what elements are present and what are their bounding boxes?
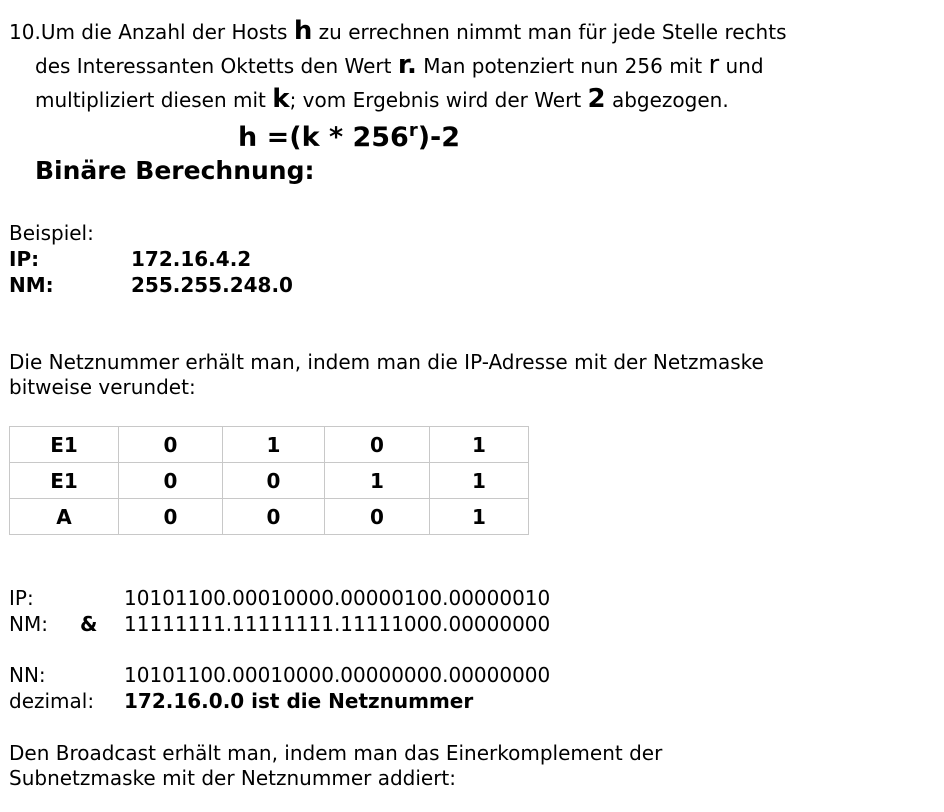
table-cell: 0 [325, 427, 430, 463]
calc-nm-bits: 11111111.11111111.11111000.00000000 [124, 612, 551, 636]
formula-right: )-2 [417, 122, 461, 153]
table-row [10, 463, 529, 499]
calc-nn-label: NN: [9, 663, 46, 687]
calc-decimal-value: 172.16.0.0 ist die Netznummer [124, 689, 474, 713]
example-ip-value: 172.16.4.2 [131, 247, 252, 271]
example-ip-label: IP: [9, 247, 40, 271]
table-cell: 1 [430, 463, 529, 499]
table-row [10, 427, 529, 463]
calc-nn-bits: 10101100.00010000.00000000.00000000 [124, 663, 551, 687]
and-operator: & [80, 612, 98, 636]
table-cell: A [10, 499, 119, 535]
calc-ip-bits: 10101100.00010000.00000100.00000010 [124, 586, 551, 610]
variable-r: r. [397, 50, 417, 80]
formula-exponent: r [408, 120, 418, 141]
calc-ip-label: IP: [9, 586, 34, 610]
text: zu errechnen nimmt man für jede Stelle rechts [312, 20, 787, 44]
text: ; vom Ergebnis wird der Wert [289, 88, 588, 112]
table-cell: 0 [325, 499, 430, 535]
text: und [719, 54, 764, 78]
value-2: 2 [587, 84, 606, 114]
formula-left: h =(k * 256 [238, 122, 409, 153]
text: Um die Anzahl der Hosts [40, 20, 294, 44]
table-cell: 1 [430, 427, 529, 463]
example-label: Beispiel: [9, 221, 94, 245]
table-cell: E1 [10, 427, 119, 463]
text: Man potenziert nun 256 mit [416, 54, 709, 78]
table-cell: 0 [119, 499, 223, 535]
table-cell: 0 [119, 427, 223, 463]
calc-nm-label: NM: [9, 612, 48, 636]
table-row [10, 499, 529, 535]
text: multipliziert diesen mit [35, 88, 273, 112]
table-cell: 0 [119, 463, 223, 499]
step-10-line-1 [9, 14, 787, 49]
table-cell: E1 [10, 463, 119, 499]
text: des Interessanten Oktetts den Wert [35, 54, 398, 78]
example-nm-label: NM: [9, 273, 54, 297]
calc-decimal-label: dezimal: [9, 689, 95, 713]
and-intro-line-2: bitweise verundet: [9, 375, 196, 399]
table-cell: 1 [430, 499, 529, 535]
section-heading: Binäre Berechnung: [35, 156, 315, 185]
table-cell: 0 [223, 463, 325, 499]
variable-h: h [293, 16, 313, 46]
table-cell: 1 [223, 427, 325, 463]
broadcast-intro-line-1: Den Broadcast erhält man, indem man das Einerkomplement der [9, 741, 663, 765]
table-cell: 1 [325, 463, 430, 499]
text: abgezogen. [605, 88, 729, 112]
broadcast-intro-line-2: Subnetzmaske mit der Netznummer addiert: [9, 766, 457, 790]
variable-k: k [272, 84, 290, 114]
step-number: 10. [9, 20, 41, 44]
variable-r-exponent: r [708, 50, 720, 80]
and-intro-line-1: Die Netznummer erhält man, indem man die IP-Adresse mit der Netzmaske [9, 350, 764, 374]
example-nm-value: 255.255.248.0 [131, 273, 293, 297]
step-10-line-3 [35, 82, 729, 117]
host-formula [238, 120, 460, 153]
step-10-line-2 [35, 48, 764, 83]
table-cell: 0 [223, 499, 325, 535]
and-truth-table [9, 426, 529, 535]
